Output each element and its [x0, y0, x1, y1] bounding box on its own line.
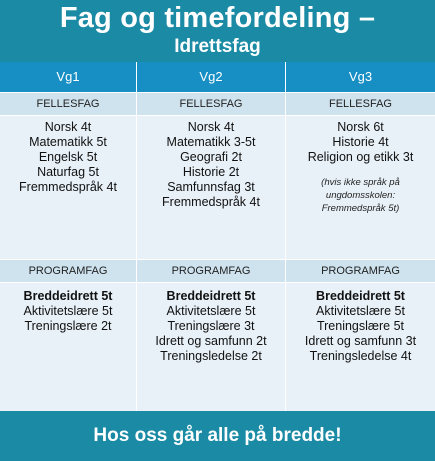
fellesfag-label: FELLESFAG — [137, 93, 285, 115]
column-header-vg2: Vg2 — [137, 62, 285, 92]
fellesfag-list — [0, 116, 136, 259]
subject-item: Breddeidrett 5t — [23, 289, 113, 303]
subject-item: Matematikk 5t — [29, 135, 107, 149]
fellesfag-list — [286, 116, 435, 259]
subject-item: Aktivitetslære 5t — [316, 304, 405, 318]
footer-slogan: Hos oss går alle på bredde! — [0, 411, 435, 461]
column-vg2 — [137, 62, 285, 411]
page-subtitle: Idrettsfag — [174, 36, 261, 57]
column-vg3 — [286, 62, 435, 411]
subject-item: Fremmedspråk 4t — [19, 180, 117, 194]
subject-item: Treningslære 5t — [316, 319, 405, 333]
subject-item: Norsk 4t — [187, 120, 235, 134]
fellesfag-label: FELLESFAG — [0, 93, 136, 115]
subject-item: Idrett og samfunn 3t — [304, 334, 417, 348]
column-vg1 — [0, 62, 136, 411]
subject-item: Aktivitetslære 5t — [166, 304, 256, 318]
fellesfag-label: FELLESFAG — [286, 93, 435, 115]
subject-item: Norsk 6t — [337, 120, 384, 134]
subject-item: Matematikk 3-5t — [166, 135, 256, 149]
subject-item: Religion og etikk 3t — [307, 150, 414, 164]
subject-item: Idrett og samfunn 2t — [155, 334, 267, 348]
subject-item: Historie 2t — [182, 165, 240, 179]
title-banner — [0, 0, 435, 62]
subject-item: Geografi 2t — [180, 150, 242, 164]
subject-item: Breddeidrett 5t — [316, 289, 405, 303]
page-title: Fag og timefordeling – — [59, 2, 376, 34]
note-line: (hvis ikke språk på — [321, 177, 400, 188]
subject-item: Treningsledelse 4t — [309, 349, 412, 363]
subject-item: Historie 4t — [332, 135, 389, 149]
subject-item: Samfunnsfag 3t — [167, 180, 255, 194]
subject-item: Naturfag 5t — [37, 165, 99, 179]
programfag-label: PROGRAMFAG — [286, 260, 435, 282]
note-line: Fremmedspråk 5t) — [321, 203, 400, 214]
column-header-vg1: Vg1 — [0, 62, 136, 92]
programfag-list — [0, 283, 136, 411]
column-header-vg3: Vg3 — [286, 62, 435, 92]
subject-item: Treningsledelse 2t — [160, 349, 262, 363]
subject-item: Engelsk 5t — [38, 150, 98, 164]
programfag-label: PROGRAMFAG — [0, 260, 136, 282]
language-note — [286, 176, 435, 215]
subject-item: Fremmedspråk 4t — [162, 195, 260, 209]
programfag-label: PROGRAMFAG — [137, 260, 285, 282]
subject-item: Treningslære 3t — [167, 319, 255, 333]
fellesfag-list — [137, 116, 285, 259]
note-line: ungdomsskolen: — [325, 190, 396, 201]
programfag-list — [286, 283, 435, 411]
subject-item: Aktivitetslære 5t — [23, 304, 113, 318]
timetable-grid — [0, 62, 435, 411]
programfag-list — [137, 283, 285, 411]
subject-item: Treningslære 2t — [24, 319, 112, 333]
subject-item: Norsk 4t — [44, 120, 92, 134]
subject-item: Breddeidrett 5t — [166, 289, 256, 303]
